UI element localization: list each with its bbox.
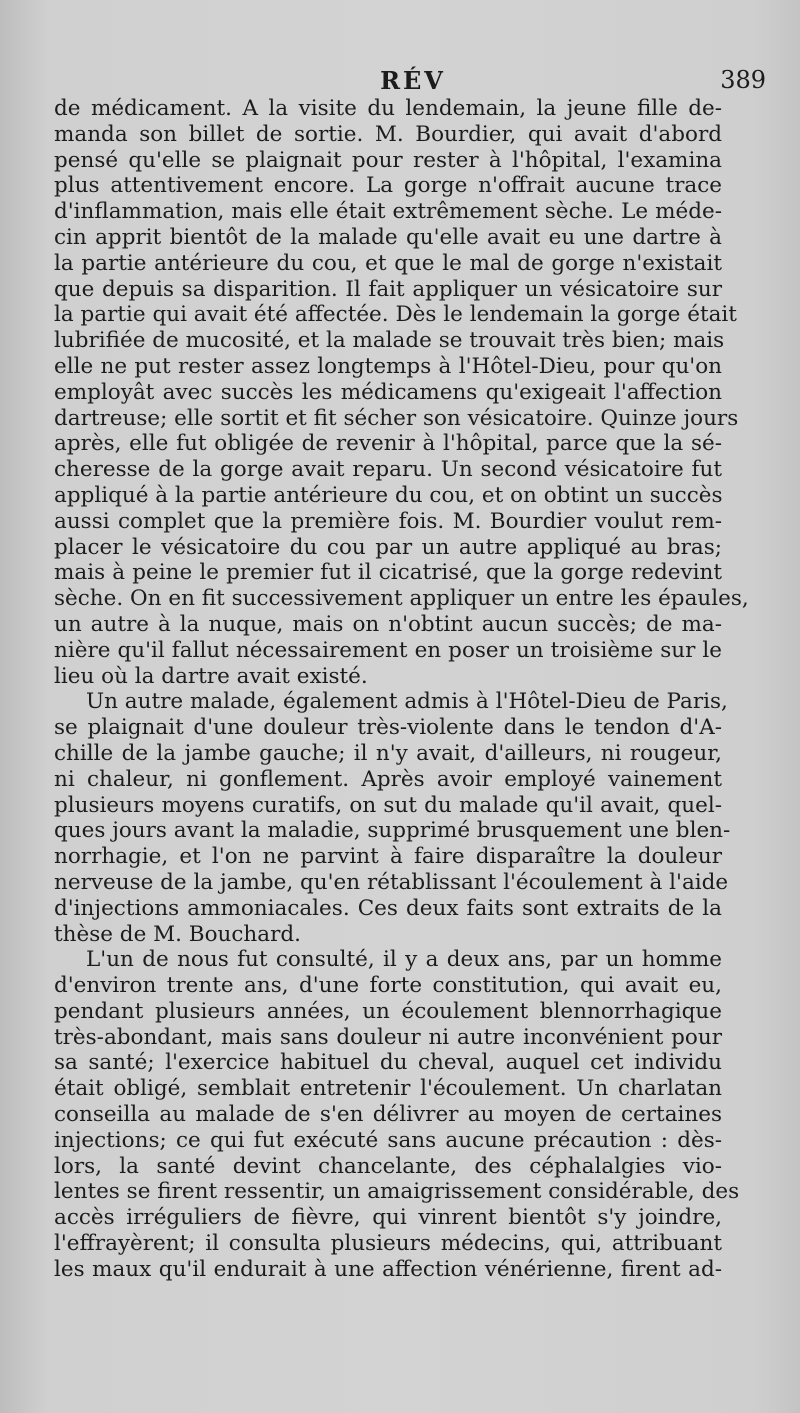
text-line: sa santé; l'exercice habituel du cheval, auquel cet individu — [54, 1050, 722, 1076]
text-line: pensé qu'elle se plaignait pour rester à l'hôpital, l'examina — [54, 147, 722, 173]
page-number: 389 — [720, 66, 766, 94]
text-line: sèche. On en fit successivement appliquer un entre les épaules, — [54, 586, 749, 612]
text-line: lors, la santé devint chancelante, des céphalalgies vio- — [54, 1153, 722, 1179]
text-line: chille de la jambe gauche; il n'y avait, d'ailleurs, ni rougeur, — [54, 740, 722, 766]
text-line: un autre à la nuque, mais on n'obtint aucun succès; de ma- — [54, 611, 722, 637]
page-header — [54, 66, 772, 96]
text-line: d'environ trente ans, d'une forte constitution, qui avait eu, — [54, 973, 722, 999]
text-line: lentes se firent ressentir, un amaigrissement considérable, des — [54, 1179, 740, 1205]
paragraph — [54, 96, 749, 689]
text-line: la partie qui avait été affectée. Dès le lendemain la gorge était — [54, 302, 737, 328]
text-line: plus attentivement encore. La gorge n'offrait aucune trace — [54, 173, 722, 199]
text-line: lieu où la dartre avait existé. — [54, 663, 368, 689]
text-line: conseilla au malade de s'en délivrer au moyen de certaines — [54, 1102, 722, 1128]
text-line: ques jours avant la maladie, supprimé brusquement une blen- — [54, 818, 731, 844]
text-line: accès irréguliers de fièvre, qui vinrent bientôt s'y joindre, — [54, 1205, 722, 1231]
text-line: manda son billet de sortie. M. Bourdier, qui avait d'abord — [54, 121, 722, 147]
running-head: RÉV — [380, 66, 446, 95]
text-line: L'un de nous fut consulté, il y a deux ans, par un homme — [86, 947, 722, 973]
text-line: aussi complet que la première fois. M. Bourdier voulut rem- — [54, 508, 722, 534]
text-line: injections; ce qui fut exécuté sans aucune précaution : dès- — [54, 1127, 722, 1153]
text-line: ni chaleur, ni gonflement. Après avoir employé vainement — [54, 766, 722, 792]
text-line: de médicament. A la visite du lendemain, la jeune fille de- — [54, 96, 722, 121]
text-line: dartreuse; elle sortit et fit sécher son vésicatoire. Quinze jours — [54, 405, 739, 431]
text-line: cin apprit bientôt de la malade qu'elle avait eu une dartre à — [54, 224, 722, 250]
text-line: nière qu'il fallut nécessairement en poser un troisième sur le — [54, 637, 722, 663]
text-line: que depuis sa disparition. Il fait appliquer un vésicatoire sur — [54, 276, 722, 302]
text-line: d'injections ammoniacales. Ces deux faits sont extraits de la — [54, 895, 722, 921]
text-line: se plaignait d'une douleur très-violente dans le tendon d'A- — [54, 715, 722, 741]
text-line: nerveuse de la jambe, qu'en rétablissant l'écoulement à l'aide — [54, 869, 729, 895]
text-line: Un autre malade, également admis à l'Hôtel-Dieu de Paris, — [86, 689, 728, 715]
text-line: était obligé, semblait entretenir l'écoulement. Un charlatan — [54, 1076, 722, 1102]
text-line: norrhagie, et l'on ne parvint à faire disparaître la douleur — [54, 844, 722, 870]
text-line: très-abondant, mais sans douleur ni autre inconvénient pour — [54, 1024, 722, 1050]
text-line: elle ne put rester assez longtemps à l'Hôtel-Dieu, pour qu'on — [54, 353, 722, 379]
text-line: plusieurs moyens curatifs, on sut du malade qu'il avait, quel- — [54, 792, 722, 818]
text-line: cheresse de la gorge avait reparu. Un second vésicatoire fut — [54, 457, 722, 483]
text-line: appliqué à la partie antérieure du cou, et on obtint un succès — [54, 482, 723, 508]
text-line: la partie antérieure du cou, et que le mal de gorge n'existait — [54, 250, 722, 276]
text-line: les maux qu'il endurait à une affection vénérienne, firent ad- — [54, 1256, 722, 1282]
text-line: mais à peine le premier fut il cicatrisé, que la gorge redevint — [54, 560, 722, 586]
text-line: lubrifiée de mucosité, et la malade se trouvait très bien; mais — [54, 328, 725, 354]
paragraph — [54, 947, 740, 1282]
body-text — [54, 96, 749, 1283]
text-line: après, elle fut obligée de revenir à l'hôpital, parce que la sé- — [54, 431, 722, 457]
text-line: pendant plusieurs années, un écoulement blennorrhagique — [54, 998, 722, 1024]
text-line: employât avec succès les médicamens qu'exigeait l'affection — [54, 379, 722, 405]
text-line: thèse de M. Bouchard. — [54, 921, 301, 947]
text-line: l'effrayèrent; il consulta plusieurs médecins, qui, attribuant — [54, 1231, 722, 1257]
paragraph — [54, 689, 731, 947]
text-line: d'inflammation, mais elle était extrêmement sèche. Le méde- — [54, 199, 722, 225]
text-line: placer le vésicatoire du cou par un autre appliqué au bras; — [54, 534, 722, 560]
